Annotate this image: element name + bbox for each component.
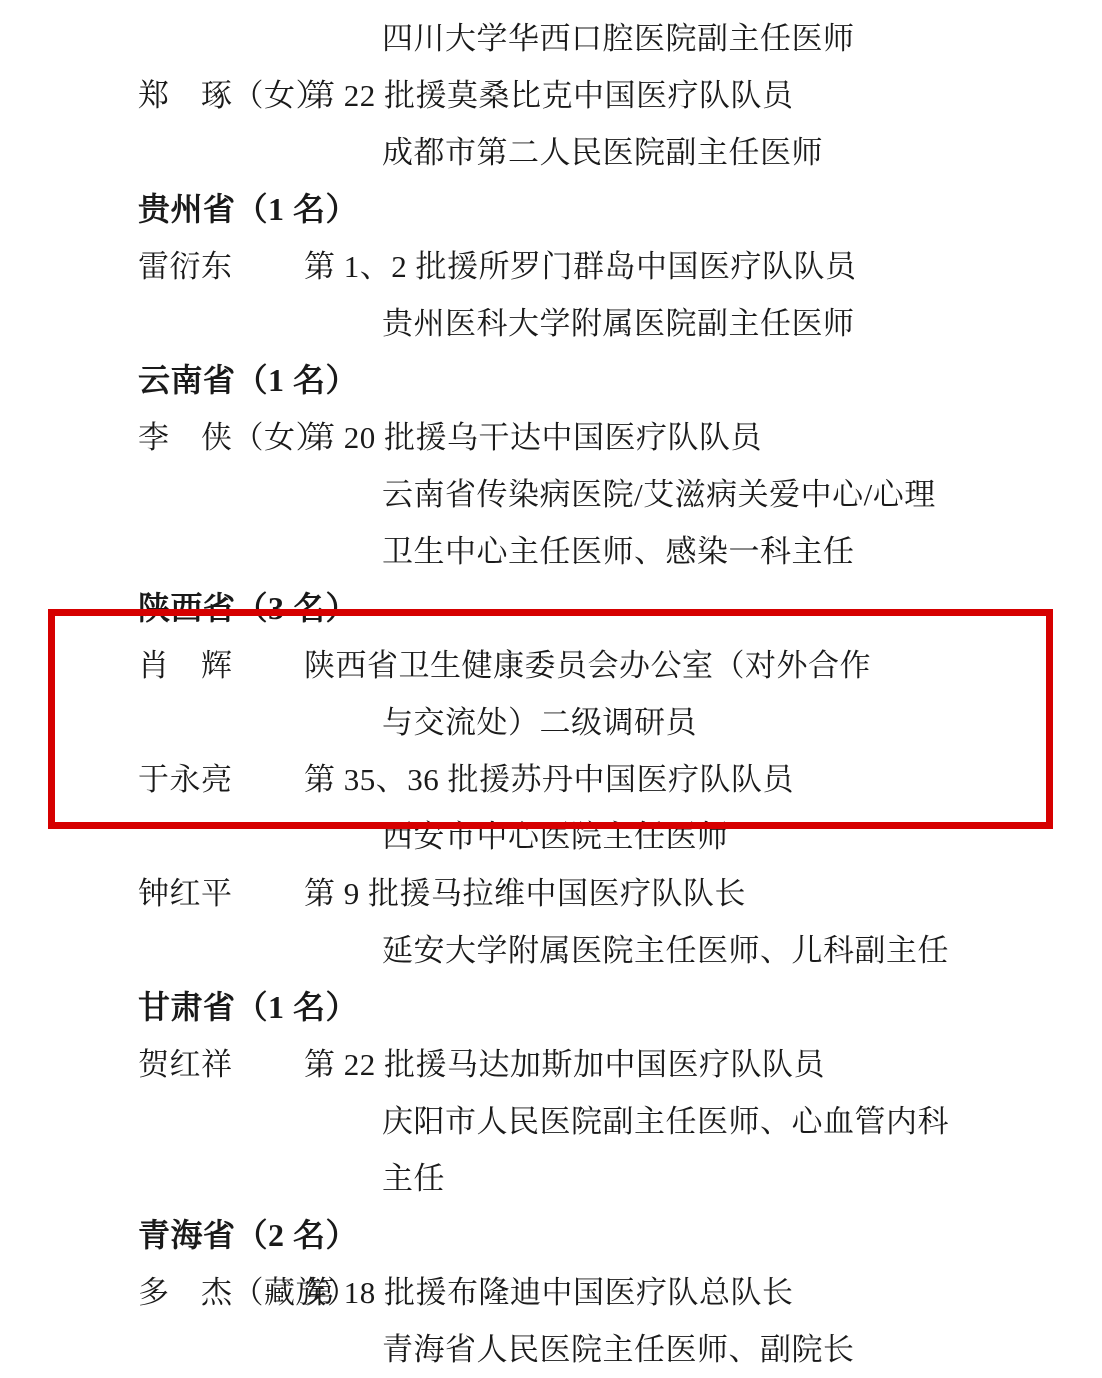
roster-entry (60, 409, 1042, 466)
entry-detail-line: 青海省人民医院主任医师、副院长 (382, 1332, 855, 1367)
entry-description: 陕西省卫生健康委员会办公室（对外合作 (304, 648, 871, 683)
province-heading: 贵州省（1 名） (138, 191, 359, 227)
roster-entry (60, 238, 1042, 295)
entry-description: 第 22 批援莫桑比克中国医疗队队员 (304, 78, 794, 113)
entry-description: 第 35、36 批援苏丹中国医疗队队员 (304, 762, 794, 797)
province-heading: 青海省（2 名） (138, 1217, 359, 1253)
entry-detail-line: 云南省传染病医院/艾滋病关爱中心/心理 (382, 477, 936, 512)
entry-description: 第 1、2 批援所罗门群岛中国医疗队队员 (304, 249, 857, 284)
highlight-annotation-box (48, 609, 1053, 829)
entry-name: 肖 辉 (138, 648, 233, 683)
entry-detail-line: 西安市中心医院主任医师 (382, 819, 729, 854)
entry-detail-line: 卫生中心主任医师、感染一科主任 (382, 534, 855, 569)
entry-name: 多 杰（藏族） (138, 1275, 359, 1310)
roster-entry (60, 865, 1042, 922)
roster-entry (60, 1264, 1042, 1321)
entry-detail-line: 与交流处）二级调研员 (382, 705, 697, 740)
entry-detail-line: 主任 (382, 1161, 445, 1196)
roster-entry (60, 67, 1042, 124)
entry-name: 李 侠（女） (138, 420, 327, 455)
entry-name: 钟红平 (138, 876, 233, 911)
entry-name: 于永亮 (138, 762, 233, 797)
entry-detail-line: 贵州医科大学附属医院副主任医师 (382, 306, 855, 341)
province-heading-highlighted: 甘肃省（1 名） (138, 989, 359, 1025)
entry-detail-line: 延安大学附属医院主任医师、儿科副主任 (382, 933, 949, 968)
entry-description: 第 20 批援乌干达中国医疗队队员 (304, 420, 762, 455)
entry-name: 雷衍东 (138, 249, 233, 284)
province-heading: 云南省（1 名） (138, 362, 359, 398)
continuation-line: 四川大学华西口腔医院副主任医师 (382, 21, 855, 56)
entry-description: 第 22 批援马达加斯加中国医疗队队员 (304, 1047, 825, 1082)
entry-name: 贺红祥 (138, 1047, 233, 1082)
province-heading: 陕西省（3 名） (138, 590, 359, 626)
roster-entry-highlighted (60, 1036, 1042, 1093)
entry-detail-line: 庆阳市人民医院副主任医师、心血管内科 (382, 1104, 949, 1139)
entry-description: 第 18 批援布隆迪中国医疗队总队长 (304, 1275, 794, 1310)
entry-description: 第 9 批援马拉维中国医疗队队长 (304, 876, 746, 911)
entry-name: 郑 琢（女） (138, 78, 327, 113)
entry-detail-line: 成都市第二人民医院副主任医师 (382, 135, 823, 170)
